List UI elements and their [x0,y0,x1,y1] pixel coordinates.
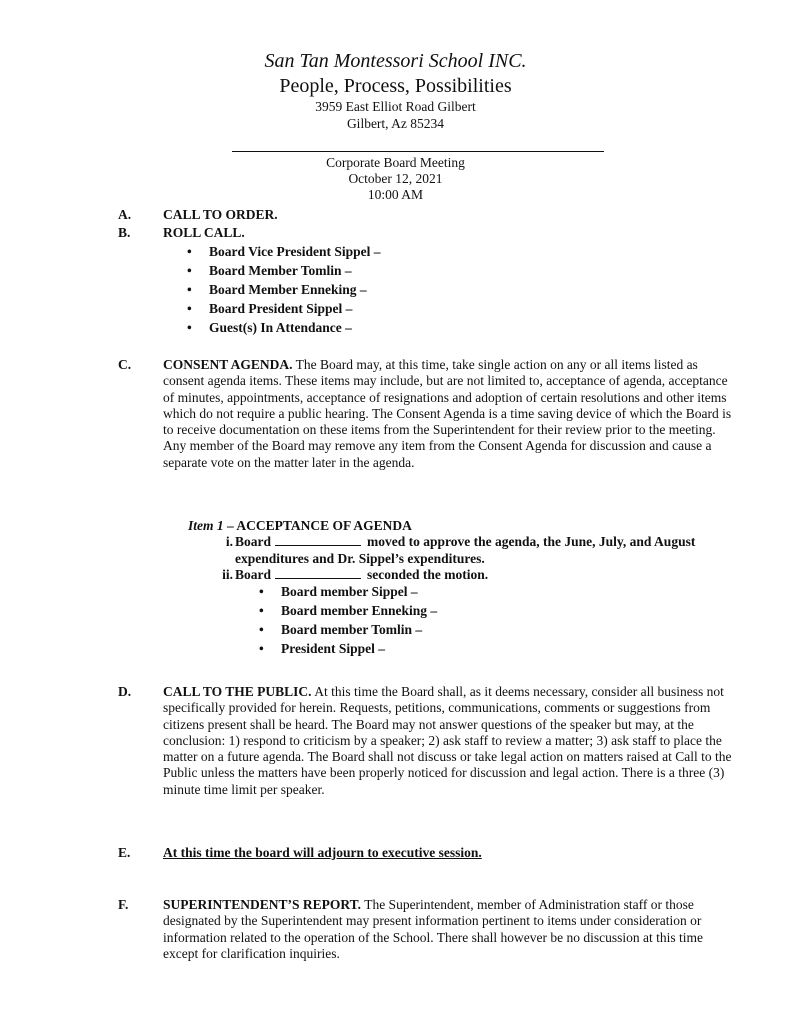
section-roll-call [118,225,738,337]
section-letter: E. [118,845,131,860]
header-divider [232,151,604,152]
roll-call-list [163,242,738,337]
meeting-time: 10:00 AM [367,187,424,202]
list-item: • Guest(s) In Attendance – [187,318,738,337]
motion-text: moved to approve the agenda, the June, July, and August expenditures and Dr. Sippel’s expenditures. [235,534,696,566]
address-line-1: 3959 East Elliot Road Gilbert [315,99,476,114]
section-body: The Superintendent, member of Administration staff or those designated by the Superintendent may present information pertinent to items under consideration or information related to the operation of the School. There shall however be no discussion at this time except for clarification inquiries. [163,897,703,961]
list-item: • Board Member Enneking – [187,280,738,299]
meeting-date: October 12, 2021 [348,171,443,186]
section-title: CALL TO ORDER. [163,207,278,222]
section-body: The Board may, at this time, take single action on any or all items listed as consent agenda items. These items may include, but are not limited to, acceptance of agenda, acceptance of minutes, appointments, acceptance of resignations and adoption of certain resolutions and other items which do not require a public hearing. The Consent Agenda is a time saving device of which the Board is to receive documentation on these items from the Superintendent for their review prior to the meeting. Any member of the Board may remove any item from the Consent Agenda for discussion and cause a separate vote on the matter later in the agenda. [163,357,732,470]
list-item: • Board member Enneking – [259,602,738,621]
section-letter: A. [118,207,132,222]
section-title: SUPERINTENDENT’S REPORT. [163,897,362,912]
section-title: ROLL CALL. [163,225,245,240]
list-item: • Board member Sippel – [259,583,738,602]
motion-board-word: Board [235,534,272,550]
letterhead [0,50,791,132]
second-line [163,567,738,583]
roman-numeral: ii. [222,566,233,582]
section-superintendent-report [118,897,738,962]
item-label: Item 1 [188,518,224,533]
motion-line [163,534,738,567]
address-line-2: Gilbert, Az 85234 [346,116,445,131]
section-call-to-order [118,207,738,223]
second-text: seconded the motion. [367,566,489,582]
section-letter: B. [118,225,131,240]
section-letter: D. [118,684,132,699]
list-item: • Board Member Tomlin – [187,261,738,280]
section-executive-session [118,845,738,861]
meeting-title: Corporate Board Meeting [326,155,465,170]
meeting-info [0,155,791,203]
item-title [188,518,738,534]
section-letter: C. [118,357,132,372]
second-board-word: Board [235,566,272,582]
agenda-item-1 [118,518,738,658]
section-consent-agenda [118,357,738,471]
item-heading: – ACCEPTANCE OF AGENDA [223,518,412,533]
vote-list [163,583,738,658]
section-letter: F. [118,897,129,912]
school-tagline: People, Process, Possibilities [279,75,512,97]
section-title: At this time the board will adjourn to executive session. [163,845,482,860]
section-call-to-public [118,684,738,798]
list-item: • Board member Tomlin – [259,621,738,640]
list-item: • Board President Sippel – [187,299,738,318]
blank-line [275,568,361,579]
blank-line [275,535,361,546]
list-item: • President Sippel – [259,640,738,659]
section-body: At this time the Board shall, as it deems necessary, consider all business not specifically provided for herein. Requests, petitions, communications, comments or suggestions from citizens present shall be heard. The Board may not answer questions of the speaker but may, at the conclusion: 1) respond to criticism by a speaker; 2) ask staff to review a matter; 3) ask staff to place the matter on a future agenda. The Board shall not discuss or take legal action on matters raised at Call to the Public unless the matters have been properly noticed for discussion and legal action. There is a three (3) minute time limit per speaker. [163,684,732,797]
list-item: • Board Vice President Sippel – [187,242,738,261]
roman-numeral: i. [225,534,233,550]
school-name: San Tan Montessori School INC. [264,50,527,72]
section-title: CONSENT AGENDA. [163,357,293,372]
section-title: CALL TO THE PUBLIC. [163,684,312,699]
